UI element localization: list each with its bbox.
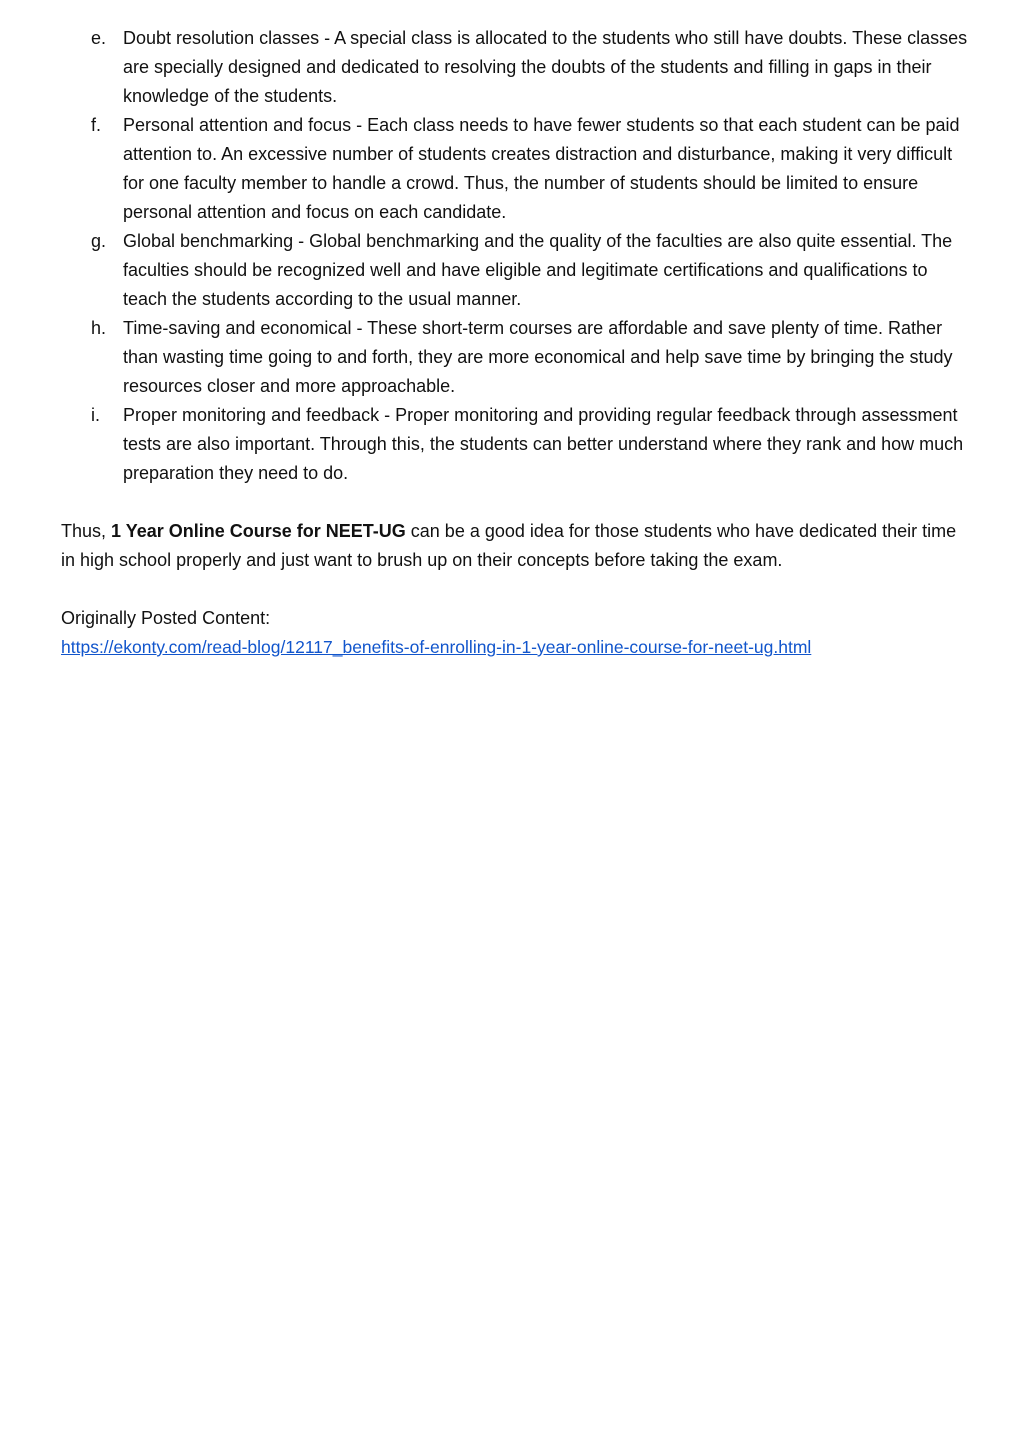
list-item [61, 401, 976, 488]
list-marker: h. [91, 318, 107, 338]
conclusion-paragraph [61, 517, 971, 575]
list-item [61, 111, 976, 227]
course-name-bold: 1 Year Online Course for NEET-UG [111, 521, 406, 541]
conclusion-prefix: Thus, [61, 521, 112, 541]
conclusion-suffix: can be a good idea for those students who have dedicated their time in high school properly and just want to brush up on their concepts before taking the exam. [61, 521, 957, 570]
source-block [61, 604, 976, 662]
list-item-text: Doubt resolution classes - A special class is allocated to the students who still have doubts. These classes are specially designed and dedicated to resolving the doubts of the students and filling in gaps in their knowledge of the students. [123, 28, 968, 106]
list-item-text: Time-saving and economical - These short-term courses are affordable and save plenty of time. Rather than wasting time going to and forth, they are more economical and help save time by bringing the study resources closer and more approachable. [123, 318, 953, 396]
list-item-text: Proper monitoring and feedback - Proper monitoring and providing regular feedback through assessment tests are also important. Through this, the students can better understand where they rank and how much preparation they need to do. [123, 405, 964, 483]
list-item [61, 227, 976, 314]
benefits-list [61, 24, 976, 488]
list-marker: f. [91, 115, 102, 135]
list-item-text: Global benchmarking - Global benchmarking and the quality of the faculties are also quite essential. The faculties should be recognized well and have eligible and legitimate certifications and qualifications to teach the students according to the usual manner. [123, 231, 953, 309]
list-marker: i. [91, 405, 100, 425]
list-marker: e. [91, 28, 107, 48]
list-item-text: Personal attention and focus - Each class needs to have fewer students so that each student can be paid attention to. An excessive number of students creates distraction and disturbance, making it very difficult for one faculty member to handle a crowd. Thus, the number of students should be limited to ensure personal attention and focus on each candidate. [123, 115, 960, 222]
source-link[interactable]: https://ekonty.com/read-blog/12117_benefits-of-enrolling-in-1-year-online-course-for-neet-ug.html [61, 637, 812, 657]
list-item [61, 314, 976, 401]
source-label: Originally Posted Content: [61, 608, 271, 628]
list-item [61, 24, 976, 111]
list-marker: g. [91, 231, 107, 251]
